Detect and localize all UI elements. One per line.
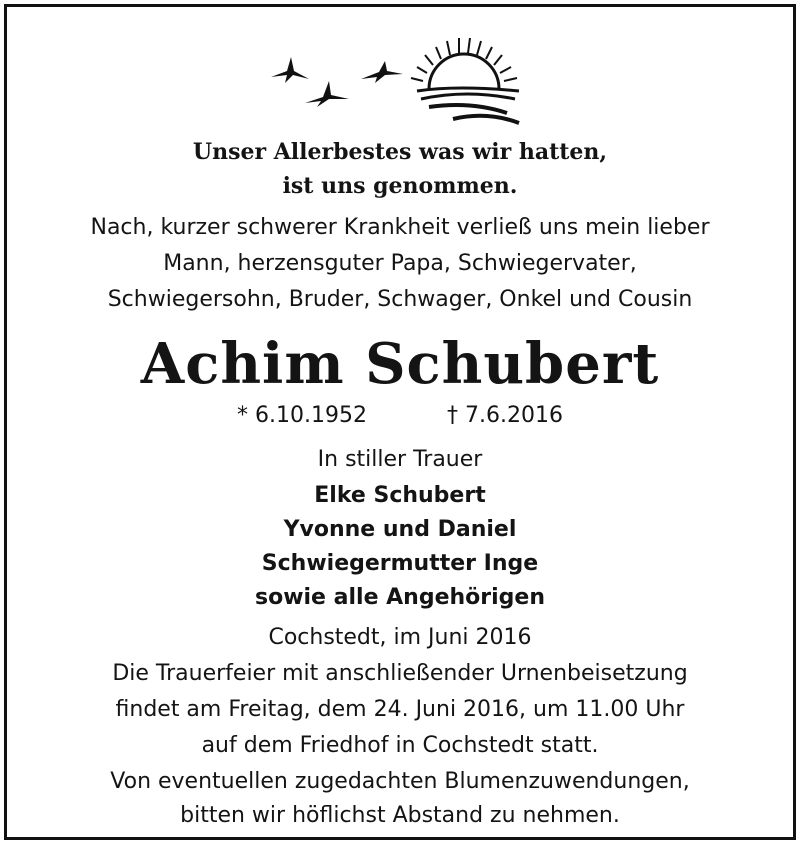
intro-line-2: Mann, herzensguter Papa, Schwiegervater, (163, 251, 637, 276)
mourning-intro: In stiller Trauer (317, 447, 483, 472)
intro-line-3: Schwiegersohn, Bruder, Schwager, Onkel und Cousin (107, 287, 693, 312)
mourner-4: sowie alle Angehörigen (254, 585, 546, 610)
mourner-2: Yvonne und Daniel (283, 517, 517, 542)
obituary-frame (4, 4, 796, 840)
bird-icon (361, 61, 403, 83)
mourner-1: Elke Schubert (314, 483, 486, 508)
birds-and-sunset-emblem (257, 27, 557, 127)
life-dates (7, 403, 793, 428)
funeral-info-line-5: bitten wir höflichst Abstand zu nehmen. (180, 803, 620, 828)
death-date: † 7.6.2016 (447, 403, 563, 428)
funeral-info-line-1: Die Trauerfeier mit anschließender Urnenbeisetzung (112, 661, 688, 686)
mourner-3: Schwiegermutter Inge (261, 551, 539, 576)
funeral-info-line-2: findet am Freitag, dem 24. Juni 2016, um 11.00 Uhr (115, 697, 685, 722)
place-date: Cochstedt, im Juni 2016 (268, 625, 532, 650)
flying-birds-icon (271, 57, 403, 107)
bird-icon (305, 81, 349, 107)
birth-date: * 6.10.1952 (237, 403, 367, 428)
intro-line-1: Nach, kurzer schwerer Krankheit verließ uns mein lieber (90, 215, 710, 240)
motto-line-1: Unser Allerbestes was wir hatten, (192, 139, 608, 165)
funeral-info-line-4: Von eventuellen zugedachten Blumenzuwendungen, (110, 769, 690, 794)
bird-icon (271, 57, 309, 83)
setting-sun-icon (411, 38, 519, 123)
deceased-name: Achim Schubert (140, 331, 660, 397)
motto-line-2: ist uns genommen. (282, 173, 518, 199)
funeral-info-line-3: auf dem Friedhof in Cochstedt statt. (201, 733, 599, 758)
